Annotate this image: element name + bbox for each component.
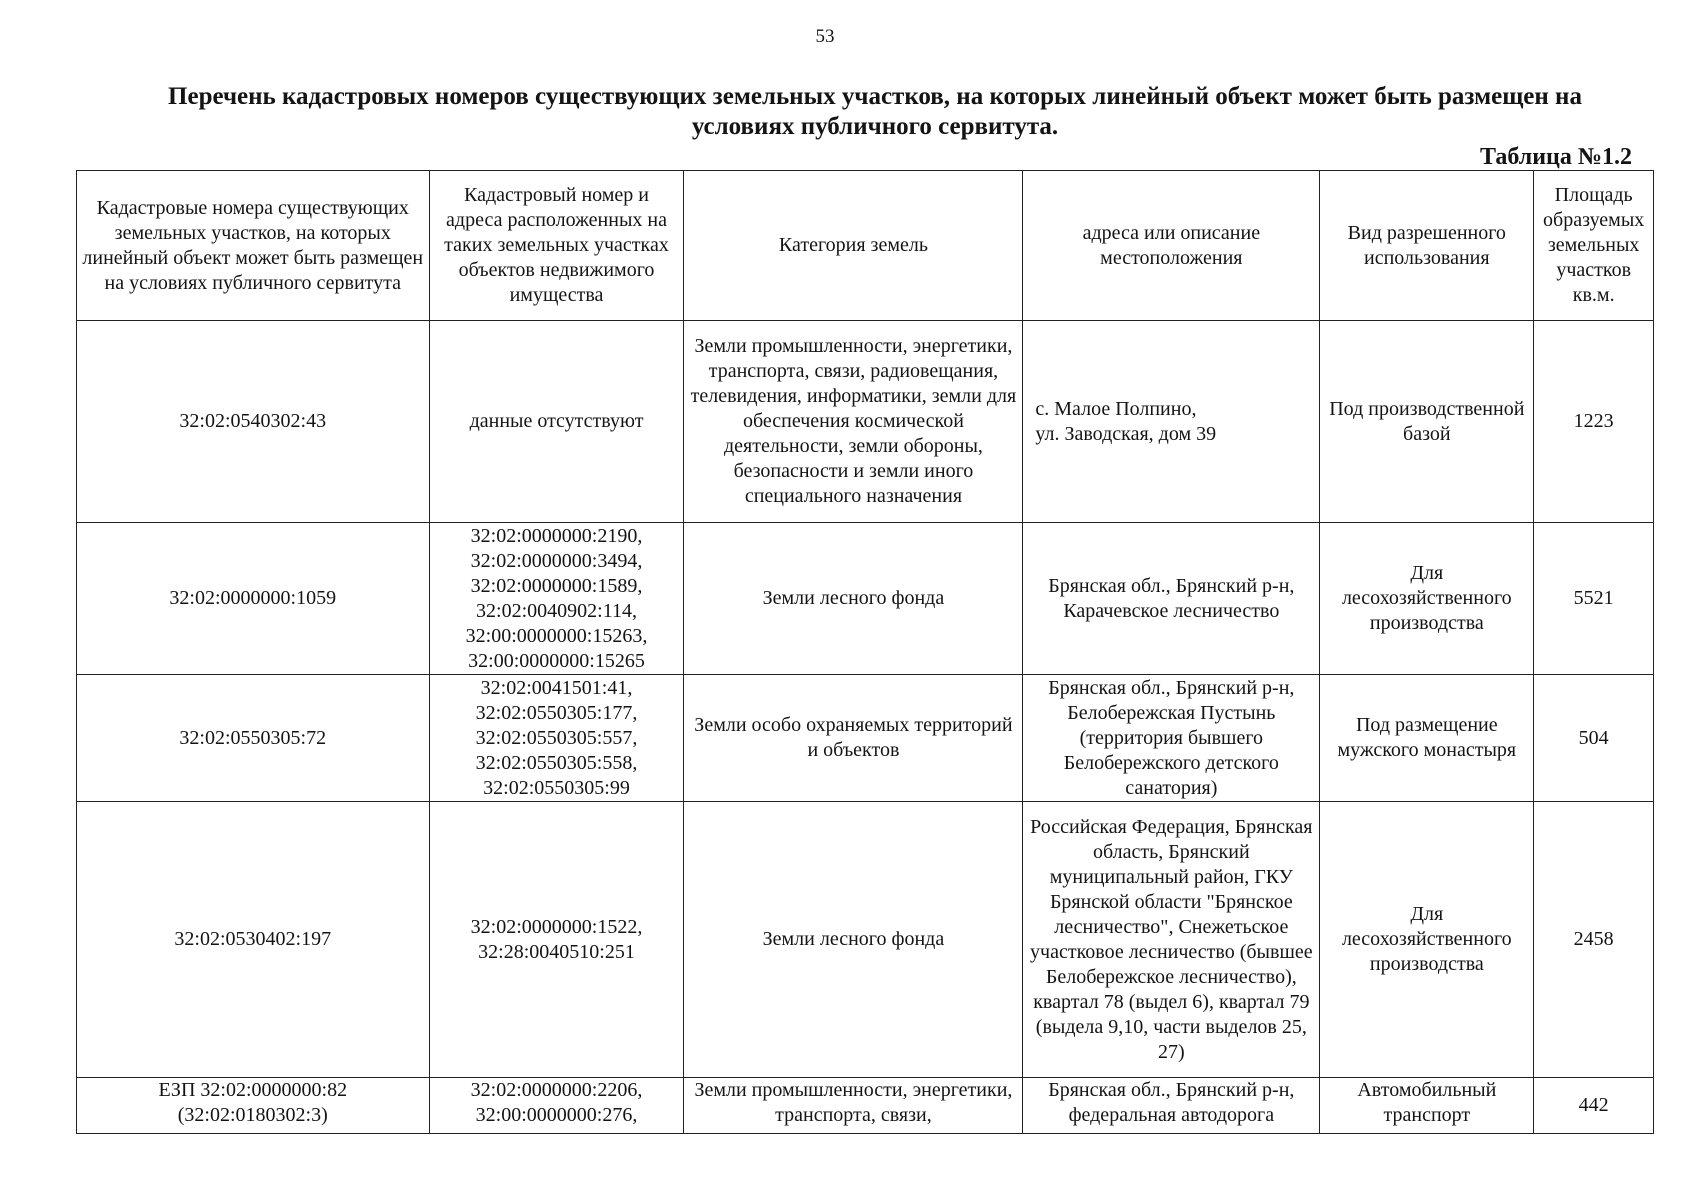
header-location: адреса или описание местоположения [1023, 171, 1320, 321]
header-land-category: Категория земель [684, 171, 1023, 321]
land-category-cell: Земли лесного фонда [684, 523, 1023, 675]
objects-cell: 32:02:0041501:41, 32:02:0550305:177, 32:02:0550305:557, 32:02:0550305:558, 32:02:0550305:99 [429, 675, 684, 802]
permitted-use-cell: Под размещение мужского монастыря [1320, 675, 1534, 802]
location-cell: с. Малое Полпино, ул. Заводская, дом 39 [1023, 321, 1320, 523]
land-plots-table [76, 170, 1654, 1134]
cadastral-number-cell: 32:02:0000000:1059 [77, 523, 430, 675]
land-category-cell: Земли особо охраняемых территорий и объектов [684, 675, 1023, 802]
land-category-cell: Земли промышленности, энергетики, транспорта, связи, [684, 1078, 1023, 1134]
land-category-cell: Земли промышленности, энергетики, транспорта, связи, радиовещания, телевидения, информатики, земли для обеспечения космической деятельности, земли обороны, безопасности и земли иного специального назначения [684, 321, 1023, 523]
table-row [77, 675, 1654, 802]
header-permitted-use: Вид разрешенного использования [1320, 171, 1534, 321]
page-number: 53 [815, 26, 835, 47]
table-row [77, 802, 1654, 1078]
cadastral-number-cell: ЕЗП 32:02:0000000:82 (32:02:0180302:3) [77, 1078, 430, 1134]
area-cell: 2458 [1534, 802, 1654, 1078]
land-category-cell: Земли лесного фонда [684, 802, 1023, 1078]
permitted-use-cell: Для лесохозяйственного производства [1320, 523, 1534, 675]
header-cadastral-numbers: Кадастровые номера существующих земельных участков, на которых линейный объект может быть размещен на условиях публичного сервитута [77, 171, 430, 321]
table-row [77, 1078, 1654, 1134]
objects-cell: 32:02:0000000:1522, 32:28:0040510:251 [429, 802, 684, 1078]
cadastral-number-cell: 32:02:0530402:197 [77, 802, 430, 1078]
area-cell: 504 [1534, 675, 1654, 802]
table-label: Таблица №1.2 [1479, 144, 1632, 170]
area-cell: 5521 [1534, 523, 1654, 675]
table-row [77, 321, 1654, 523]
location-cell: Российская Федерация, Брянская область, Брянский муниципальный район, ГКУ Брянской области "Брянское лесничество", Снежетьское участковое лесничество (бывшее Белобережское лесничество), квартал 78 (выдел 6), квартал 79 (выдела 9,10, части выделов 25, 27) [1023, 802, 1320, 1078]
area-cell: 1223 [1534, 321, 1654, 523]
table-row [77, 523, 1654, 675]
objects-cell: 32:02:0000000:2190, 32:02:0000000:3494, 32:02:0000000:1589, 32:02:0040902:114, 32:00:0000000:15263, 32:00:0000000:15265 [429, 523, 684, 675]
objects-cell: 32:02:0000000:2206, 32:00:0000000:276, [429, 1078, 684, 1134]
location-cell: Брянская обл., Брянский р-н, Белобережская Пустынь (территория бывшего Белобережского детского санатория) [1023, 675, 1320, 802]
header-objects: Кадастровый номер и адреса расположенных на таких земельных участках объектов недвижимого имущества [429, 171, 684, 321]
cadastral-number-cell: 32:02:0550305:72 [77, 675, 430, 802]
objects-cell: данные отсутствуют [429, 321, 684, 523]
header-area: Площадь образуемых земельных участков кв.м. [1534, 171, 1654, 321]
cadastral-number-cell: 32:02:0540302:43 [77, 321, 430, 523]
area-cell: 442 [1534, 1078, 1654, 1134]
table-header-row [77, 171, 1654, 321]
location-cell: Брянская обл., Брянский р-н, федеральная автодорога [1023, 1078, 1320, 1134]
permitted-use-cell: Автомобильный транспорт [1320, 1078, 1534, 1134]
document-title: Перечень кадастровых номеров существующих земельных участков, на которых линейный объект может быть размещен на условиях публичного сервитута. [168, 83, 1582, 140]
permitted-use-cell: Под производственной базой [1320, 321, 1534, 523]
permitted-use-cell: Для лесохозяйственного производства [1320, 802, 1534, 1078]
location-cell: Брянская обл., Брянский р-н, Карачевское лесничество [1023, 523, 1320, 675]
